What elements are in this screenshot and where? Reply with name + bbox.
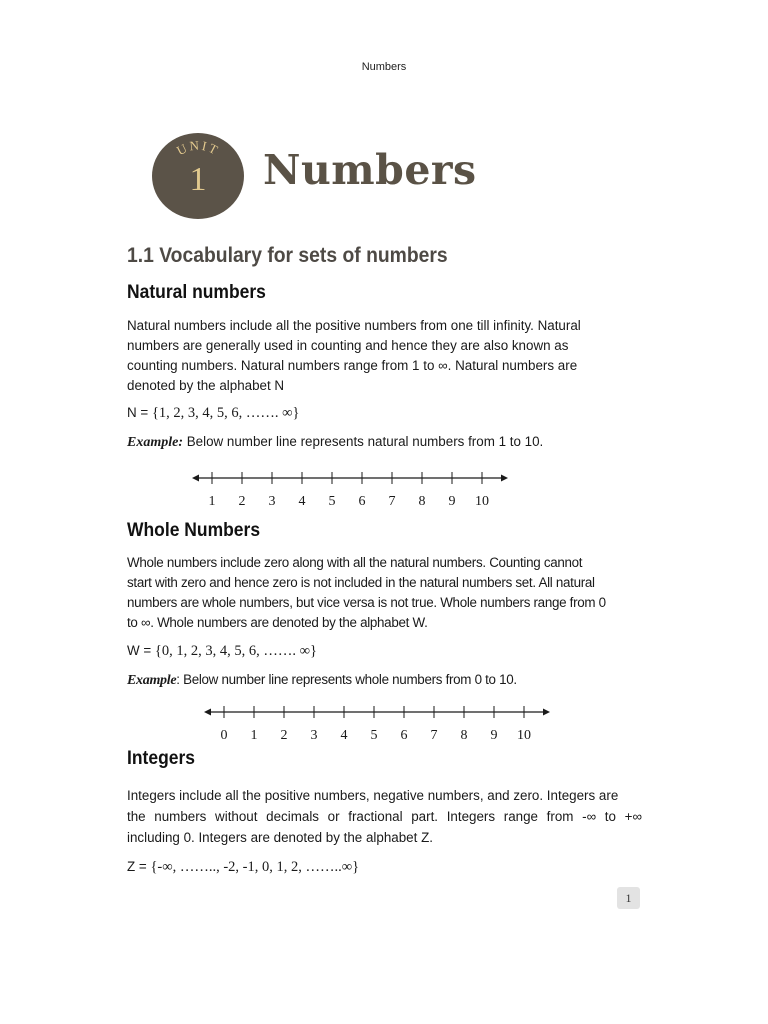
- unit-badge: [152, 133, 244, 219]
- tick-label: 0: [220, 728, 228, 743]
- arrow-right-icon: [543, 709, 550, 716]
- paragraph-line: counting numbers. Natural numbers range from 1 to ∞. Natural numbers are: [127, 358, 578, 373]
- tick-label: 7: [430, 728, 438, 743]
- svg-text:UNIT: UNIT: [174, 137, 223, 159]
- section-title: 1.1 Vocabulary for sets of numbers: [127, 244, 448, 267]
- paragraph-line: to ∞. Whole numbers are denoted by the alphabet W.: [127, 615, 428, 630]
- paragraph-line: numbers are whole numbers, but vice versa is not true. Whole numbers range from 0: [127, 595, 606, 610]
- example-text: : Below number line represents whole numbers from 0 to 10.: [176, 672, 517, 687]
- paragraph-line: numbers are generally used in counting and hence they are also known as: [127, 338, 569, 353]
- tick-label: 10: [517, 728, 531, 743]
- tick-label: 3: [310, 728, 318, 743]
- tick-label: 9: [490, 728, 498, 743]
- tick-label: 8: [418, 494, 426, 509]
- whole-set-notation: [127, 643, 317, 660]
- paragraph-line: denoted by the alphabet N: [127, 378, 285, 393]
- example-label: Example: [127, 673, 177, 688]
- tick-label: 5: [328, 494, 336, 509]
- running-header: Numbers: [361, 61, 407, 73]
- example-text: Below number line represents natural numbers from 1 to 10.: [183, 434, 544, 449]
- tick-label: 7: [388, 494, 396, 509]
- tick-label: 5: [370, 728, 378, 743]
- tick-label: 9: [448, 494, 456, 509]
- example-label: Example:: [127, 435, 183, 450]
- tick-label: 3: [268, 494, 276, 509]
- whole-numbers-heading: Whole Numbers: [127, 520, 261, 541]
- set-label: Z =: [127, 859, 151, 874]
- tick-label: 4: [340, 728, 348, 743]
- integers-paragraph: [127, 785, 642, 848]
- integers-set-notation: [127, 859, 359, 876]
- tick-label: 10: [475, 494, 489, 509]
- tick-label: 2: [238, 494, 246, 509]
- set-label: N =: [127, 405, 152, 420]
- page-number: 1: [617, 887, 640, 909]
- paragraph-line: start with zero and hence zero is not included in the natural numbers set. All natural: [127, 575, 595, 590]
- tick-label: 8: [460, 728, 468, 743]
- arrow-left-icon: [204, 709, 211, 716]
- set-values: {-∞, …….., -2, -1, 0, 1, 2, ……..∞}: [150, 859, 360, 875]
- set-label: W =: [127, 643, 155, 658]
- paragraph-line: the numbers without decimals or fractional part. Integers range from -∞ to +∞: [127, 809, 642, 824]
- set-values: {1, 2, 3, 4, 5, 6, ……. ∞}: [151, 405, 300, 421]
- set-values: {0, 1, 2, 3, 4, 5, 6, ……. ∞}: [154, 643, 317, 659]
- tick-label: 6: [358, 494, 366, 509]
- arrow-right-icon: [501, 475, 508, 482]
- natural-numbers-heading: Natural numbers: [127, 282, 266, 303]
- unit-title: Numbers: [263, 146, 477, 194]
- paragraph-line: Natural numbers include all the positive numbers from one till infinity. Natural: [127, 318, 581, 333]
- paragraph-line: Whole numbers include zero along with all the natural numbers. Counting cannot: [127, 555, 583, 570]
- tick-label: 6: [400, 728, 408, 743]
- unit-number: 1: [189, 161, 207, 198]
- tick-label: 2: [280, 728, 288, 743]
- natural-example: [127, 434, 543, 451]
- whole-example: [127, 672, 517, 689]
- integers-heading: Integers: [127, 748, 196, 769]
- paragraph-line: Integers include all the positive numbers, negative numbers, and zero. Integers are: [127, 788, 619, 803]
- natural-numbers-paragraph: [127, 316, 642, 396]
- whole-number-line: [202, 700, 531, 746]
- whole-numbers-paragraph: [127, 553, 647, 633]
- tick-label: 1: [250, 728, 258, 743]
- paragraph-line: including 0. Integers are denoted by the alphabet Z.: [127, 830, 433, 845]
- tick-label: 4: [298, 494, 306, 509]
- arrow-left-icon: [192, 475, 199, 482]
- tick-label: 1: [208, 494, 216, 509]
- natural-number-line: [190, 466, 510, 512]
- natural-set-notation: [127, 405, 299, 422]
